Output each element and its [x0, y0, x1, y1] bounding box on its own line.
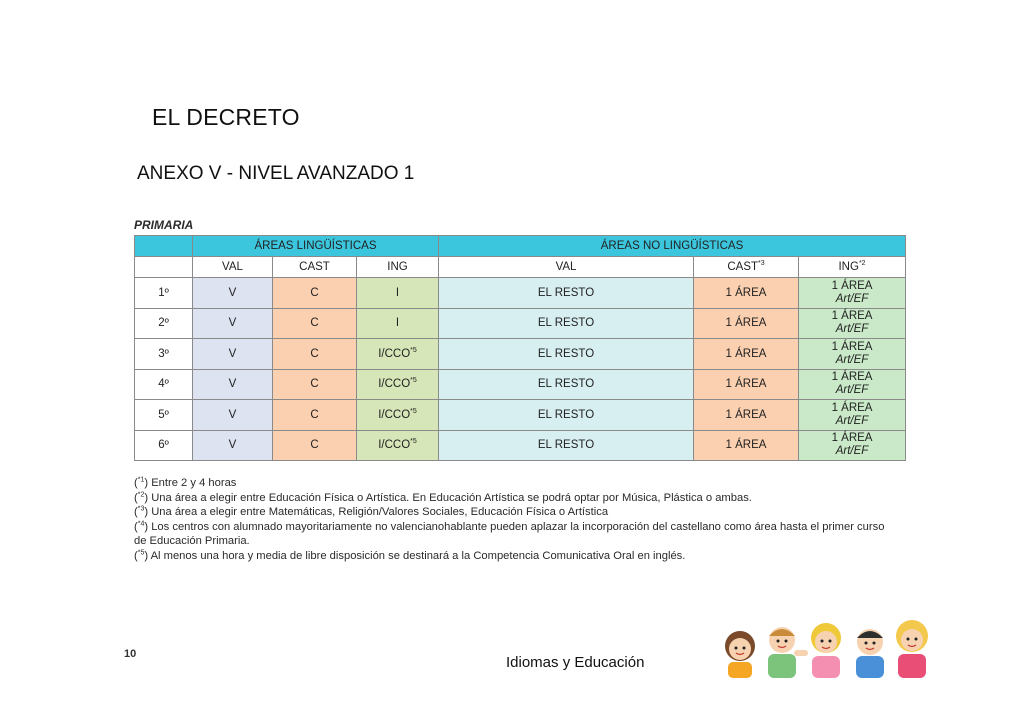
group-header-linguisticas: ÁREAS LINGÜÍSTICAS — [193, 236, 439, 257]
no-ling-cast-cell: 1 ÁREA — [694, 400, 799, 431]
table-row — [135, 400, 906, 431]
ing-cell: I/CCO$^{*5}$ — [357, 430, 439, 461]
val-cell: V — [193, 278, 273, 309]
table-row — [135, 278, 906, 309]
group-header-no-linguisticas: ÁREAS NO LINGÜÍSTICAS — [439, 236, 906, 257]
no-ling-cast-cell: 1 ÁREA — [694, 339, 799, 370]
column-header: VAL — [193, 257, 273, 278]
grade-cell: 3º — [135, 339, 193, 370]
table-row — [135, 308, 906, 339]
page-title: EL DECRETO — [152, 104, 300, 130]
section-label: PRIMARIA — [134, 218, 194, 232]
no-ling-cast-cell: 1 ÁREA — [694, 369, 799, 400]
cast-cell: C — [273, 339, 357, 370]
column-header: CAST — [273, 257, 357, 278]
footnote: ($^{*2}$) Una área a elegir entre Educación Física o Artística. En Educación Artística se podrá optar por Música, Plástica o ambas. — [134, 490, 752, 504]
column-header: CAST$^{*3}$ — [694, 257, 799, 278]
footer-text: Idiomas y Educación — [506, 654, 645, 671]
empty-header-cell — [135, 257, 193, 278]
footnote: ($^{*3}$) Una área a elegir entre Matemáticas, Religión/Valores Sociales, Educación Física o Artística — [134, 505, 609, 519]
footnote: ($^{*4}$) Los centros con alumnado mayoritariamente no valencianohablante pueden aplazar la incorporación del castellano como área hasta el primer curso de Educación Primaria. — [134, 520, 885, 548]
child-figure — [768, 627, 808, 678]
column-header: ING$^{*2}$ — [799, 257, 906, 278]
footnotes — [134, 476, 894, 564]
child-figure — [856, 629, 884, 678]
ing-cell: I — [357, 278, 439, 309]
no-ling-cast-cell: 1 ÁREA — [694, 308, 799, 339]
cast-cell: C — [273, 400, 357, 431]
footnote: ($^{*1}$) Entre 2 y 4 horas — [134, 476, 237, 489]
ing-cell: I/CCO$^{*5}$ — [357, 400, 439, 431]
cast-cell: C — [273, 308, 357, 339]
val-cell: V — [193, 430, 273, 461]
page-subtitle: ANEXO V - NIVEL AVANZADO 1 — [137, 163, 415, 184]
no-ling-val-cell: EL RESTO — [439, 339, 694, 370]
table-row — [135, 339, 906, 370]
val-cell: V — [193, 339, 273, 370]
no-ling-val-cell: EL RESTO — [439, 369, 694, 400]
no-ling-cast-cell: 1 ÁREA — [694, 430, 799, 461]
column-header-row — [135, 257, 906, 278]
no-ling-ing-cell: 1 ÁREA Art/EF — [799, 400, 906, 431]
grade-cell: 2º — [135, 308, 193, 339]
val-cell: V — [193, 400, 273, 431]
child-figure — [811, 623, 841, 678]
no-ling-val-cell: EL RESTO — [439, 278, 694, 309]
no-ling-val-cell: EL RESTO — [439, 308, 694, 339]
val-cell: V — [193, 308, 273, 339]
column-header: ING — [357, 257, 439, 278]
empty-header-cell — [135, 236, 193, 257]
no-ling-ing-cell: 1 ÁREA Art/EF — [799, 369, 906, 400]
no-ling-val-cell: EL RESTO — [439, 400, 694, 431]
no-ling-ing-cell: 1 ÁREA Art/EF — [799, 278, 906, 309]
no-ling-ing-cell: 1 ÁREA Art/EF — [799, 430, 906, 461]
grade-cell: 1º — [135, 278, 193, 309]
no-ling-ing-cell: 1 ÁREA Art/EF — [799, 339, 906, 370]
children-illustration — [718, 616, 932, 678]
column-header: VAL — [439, 257, 694, 278]
cast-cell: C — [273, 369, 357, 400]
page-number: 10 — [124, 648, 137, 660]
child-figure — [725, 631, 755, 678]
grade-cell: 5º — [135, 400, 193, 431]
primaria-table — [134, 235, 906, 461]
table-row — [135, 430, 906, 461]
no-ling-cast-cell: 1 ÁREA — [694, 278, 799, 309]
grade-cell: 6º — [135, 430, 193, 461]
ing-cell: I — [357, 308, 439, 339]
child-figure — [896, 620, 928, 678]
ing-cell: I/CCO$^{*5}$ — [357, 339, 439, 370]
no-ling-val-cell: EL RESTO — [439, 430, 694, 461]
val-cell: V — [193, 369, 273, 400]
footnote: ($^{*5}$) Al menos una hora y media de libre disposición se destinará a la Competencia Comunicativa Oral en inglés. — [134, 549, 686, 562]
ing-cell: I/CCO$^{*5}$ — [357, 369, 439, 400]
grade-cell: 4º — [135, 369, 193, 400]
cast-cell: C — [273, 278, 357, 309]
table-row — [135, 369, 906, 400]
no-ling-ing-cell: 1 ÁREA Art/EF — [799, 308, 906, 339]
cast-cell: C — [273, 430, 357, 461]
group-header-row — [135, 236, 906, 257]
